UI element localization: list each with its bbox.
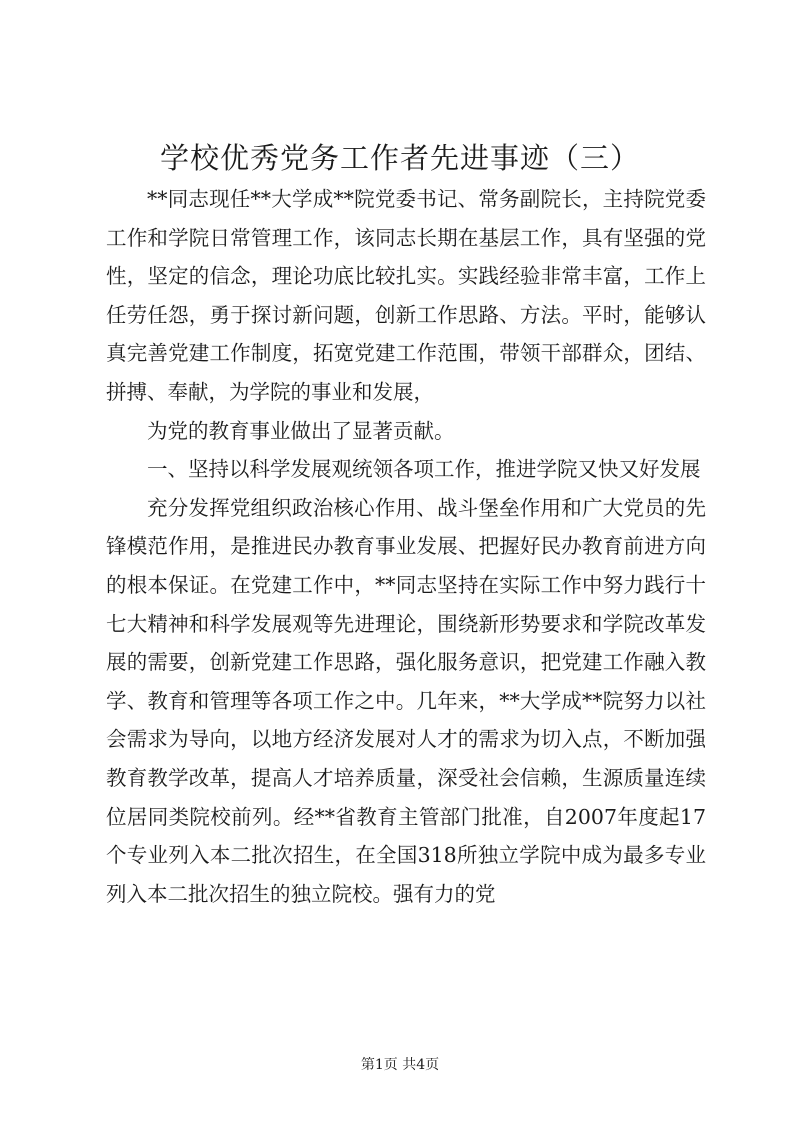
paragraph-intro: **同志现任**大学成**院党委书记、常务副院长，主持院党委工作和学院日常管理工作，该同志长期在基层工作，具有坚强的党性，坚定的信念，理论功底比较扎实。实践经验非常丰富，工作上任劳任怨，勇于探讨新问题，创新工作思路、方法。平时，能够认真完善党建工作制度，拓宽党建工作范围，带领干部群众，团结、拼搏、奉献，为学院的事业和发展，: [106, 187, 706, 404]
document-title: 学校优秀党务工作者先进事迹（三）: [159, 141, 640, 175]
document-body: [106, 180, 706, 913]
page-footer: 第1页 共4页: [360, 1057, 440, 1073]
paragraph-contribution: 为党的教育事业做出了显著贡献。: [147, 418, 455, 443]
section-heading-1: 一、坚持以科学发展观统领各项工作，推进学院又快又好发展: [147, 457, 701, 482]
paragraph-section-1: 充分发挥党组织政治核心作用、战斗堡垒作用和广大党员的先锋模范作用，是推进民办教育事业发展、把握好民办教育前进方向的根本保证。在党建工作中，**同志坚持在实际工作中努力践行十七大精神和科学发展观等先进理论，围绕新形势要求和学院改革发展的需要，创新党建工作思路，强化服务意识，把党建工作融入教学、教育和管理等各项工作之中。几年来，**大学成**院努力以社会需求为导向，以地方经济发展对人才的需求为切入点，不断加强教育教学改革，提高人才培养质量，深受社会信赖，生源质量连续位居同类院校前列。经**省教育主管部门批准，自2007年度起17个专业列入本二批次招生，在全国318所独立学院中成为最多专业列入本二批次招生的独立院校。强有力的党: [106, 495, 706, 906]
